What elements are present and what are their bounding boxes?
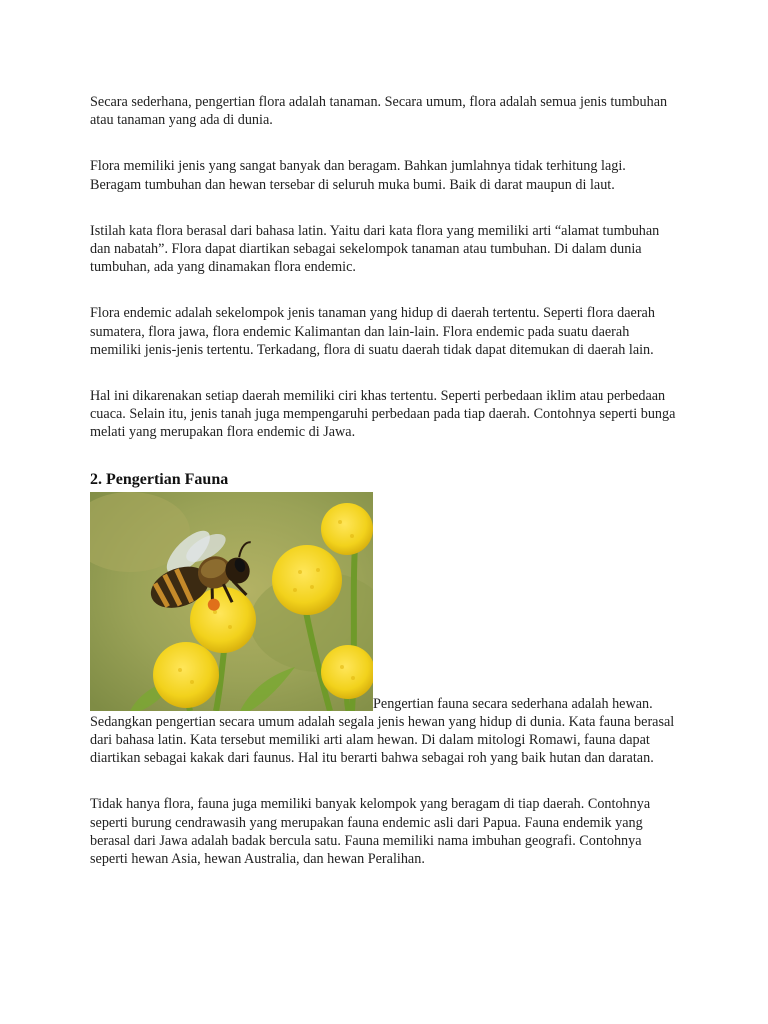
- section-heading-fauna: 2. Pengertian Fauna: [90, 470, 229, 488]
- paragraph-flora-endemic: Flora endemic adalah sekelompok jenis tanaman yang hidup di daerah tertentu. Seperti flora daerah sumatera, flora jawa, flora endemic Kalimantan dan lain-lain. Flora endemic pada suatu daerah memiliki jenis-jenis tertentu. Terkadang, flora di suatu daerah tidak dapat ditemukan di daerah lain.: [90, 305, 655, 358]
- paragraph-flora-definition: Secara sederhana, pengertian flora adalah tanaman. Secara umum, flora adalah semua jenis tumbuhan atau tanaman yang ada di dunia.: [90, 94, 668, 129]
- paragraph-flora-etymology: Istilah kata flora berasal dari bahasa latin. Yaitu dari kata flora yang memiliki arti “alamat tumbuhan dan nabatah”. Flora dapat diartikan sebagai sekelompok tanaman atau tumbuhan. Di dalam dunia tumbuhan, ada yang dinamakan flora endemic.: [90, 222, 660, 276]
- paragraph-flora-climate: Hal ini dikarenakan setiap daerah memiliki ciri khas tertentu. Seperti perbedaan iklim atau perbedaan cuaca. Selain itu, jenis tanah juga mempengaruhi perbedaan pada tiap daerah. Contohnya seperti bunga melati yang merupakan flora endemic di Jawa.: [90, 388, 676, 441]
- bee-on-yellow-flowers-photo: [90, 492, 373, 711]
- fauna-figure-block: [90, 492, 680, 768]
- paragraph-fauna-endemic: Tidak hanya flora, fauna juga memiliki banyak kelompok yang beragam di tiap daerah. Contohnya seperti burung cendrawasih yang merupakan fauna endemic asli dari Papua. Fauna endemik yang berasal dari Jawa adalah badak bercula satu. Fauna memiliki nama imbuhan geografi. Contohnya seperti hewan Asia, hewan Australia, dan hewan Peralihan.: [90, 796, 651, 868]
- paragraph-flora-variety: Flora memiliki jenis yang sangat banyak dan beragam. Bahkan jumlahnya tidak terhitung lagi. Beragam tumbuhan dan hewan tersebar di seluruh muka bumi. Baik di darat maupun di laut.: [90, 158, 626, 193]
- paragraph-fauna-definition: Pengertian fauna secara sederhana adalah hewan. Sedangkan pengertian secara umum adalah segala jenis hewan yang hidup di dunia. Kata fauna berasal dari bahasa latin. Kata tersebut memiliki arti alam hewan. Di dalam mitologi Romawi, fauna dapat diartikan sebagai kakak dari faunus. Hal itu berarti bahwa sebagai roh yang baik hutan dan daratan.: [90, 695, 675, 767]
- document-page: [90, 93, 680, 868]
